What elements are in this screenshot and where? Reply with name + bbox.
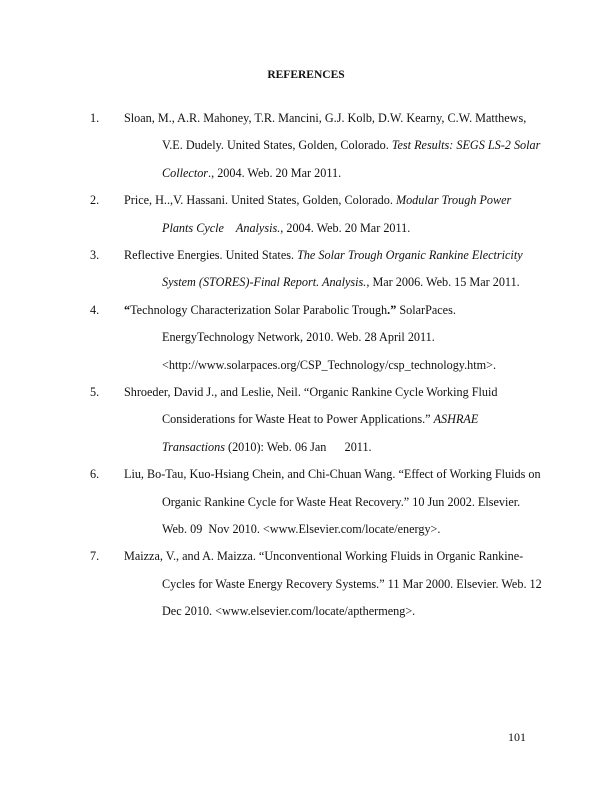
reference-text: SolarPaces. <box>396 302 456 317</box>
reference-italic-text: Modular Trough Power <box>395 193 512 208</box>
reference-number: 7. <box>90 549 100 564</box>
page-number: 101 <box>508 730 526 744</box>
reference-text: EnergyTechnology Network, 2010. Web. 28 April 2011. <box>162 330 435 345</box>
reference-line <box>162 604 415 618</box>
reference-text: , 2004. Web. 20 Mar 2011. <box>280 220 411 235</box>
reference-line <box>162 330 435 344</box>
reference-line <box>162 138 540 152</box>
reference-line <box>124 303 456 317</box>
reference-text: .” <box>387 302 397 317</box>
reference-line <box>162 275 520 289</box>
reference-italic-text: The Solar Trough Organic Rankine Electricity <box>297 248 523 262</box>
reference-text: Sloan, M., A.R. Mahoney, T.R. Mancini, G.J. Kolb, D.W. Kearny, C.W. Matthews, <box>124 111 527 125</box>
reference-number: 4. <box>90 302 100 317</box>
reference-text: Liu, Bo-Tau, Kuo-Hsiang Chein, and Chi-Chuan Wang. “Effect of Working Fluids on <box>124 467 541 482</box>
reference-text: Dec 2010. <www.elsevier.com/locate/apthermeng>. <box>162 604 416 619</box>
reference-line <box>124 248 523 262</box>
reference-line <box>162 412 478 426</box>
reference-number: 6. <box>90 467 100 482</box>
reference-number: 1. <box>90 111 100 125</box>
reference-text: Organic Rankine Cycle for Waste Heat Recovery.” 10 Jun 2002. Elsevier. <box>162 494 521 509</box>
reference-line <box>124 111 526 125</box>
reference-text: Considerations for Waste Heat to Power Applications.” <box>162 412 434 427</box>
reference-text: Reflective Energies. United States. <box>124 248 298 262</box>
reference-italic-text: Test Results: SEGS LS-2 Solar <box>391 138 541 153</box>
reference-italic-text: ASHRAE <box>433 412 479 427</box>
reference-line <box>162 221 410 235</box>
reference-line <box>124 549 523 563</box>
reference-number: 2. <box>90 193 100 208</box>
reference-text: Web. 09 Nov 2010. <www.Elsevier.com/locate/energy>. <box>162 522 441 536</box>
reference-line <box>162 495 520 509</box>
reference-italic-text: Plants Cycle Analysis. <box>162 220 281 235</box>
reference-italic-text: Collector <box>162 165 209 180</box>
reference-text: Cycles for Waste Energy Recovery Systems.” 11 Mar 2000. Elsevier. Web. 12 <box>162 576 542 591</box>
reference-line <box>124 467 541 481</box>
reference-number: 3. <box>90 248 100 262</box>
reference-text: V.E. Dudely. United States, Golden, Colorado. <box>162 138 392 153</box>
page-title: REFERENCES <box>267 69 345 81</box>
reference-text: (2010): Web. 06 Jan 2011. <box>224 439 372 454</box>
reference-italic-text: System (STORES)-Final Report. Analysis. <box>162 275 367 290</box>
reference-line <box>162 358 496 372</box>
reference-text: , Mar 2006. Web. 15 Mar 2011. <box>366 275 520 290</box>
reference-text: ., 2004. Web. 20 Mar 2011. <box>208 165 342 180</box>
reference-line <box>162 577 542 591</box>
reference-number: 5. <box>90 385 100 399</box>
reference-text: “ <box>124 302 131 317</box>
reference-line <box>162 522 440 536</box>
reference-line <box>162 166 341 180</box>
reference-text: <http://www.solarpaces.org/CSP_Technology/csp_technology.htm>. <box>162 357 497 372</box>
reference-line <box>124 193 511 207</box>
reference-text: Maizza, V., and A. Maizza. “Unconventional Working Fluids in Organic Rankine- <box>124 549 524 564</box>
reference-text: Technology Characterization Solar Parabolic Trough <box>130 302 388 317</box>
reference-text: Price, H..,V. Hassani. United States, Golden, Colorado. <box>124 193 396 208</box>
reference-italic-text: Transactions <box>162 439 225 454</box>
reference-text: Shroeder, David J., and Leslie, Neil. “Organic Rankine Cycle Working Fluid <box>124 385 498 399</box>
reference-line <box>162 440 372 454</box>
reference-line <box>124 385 497 399</box>
